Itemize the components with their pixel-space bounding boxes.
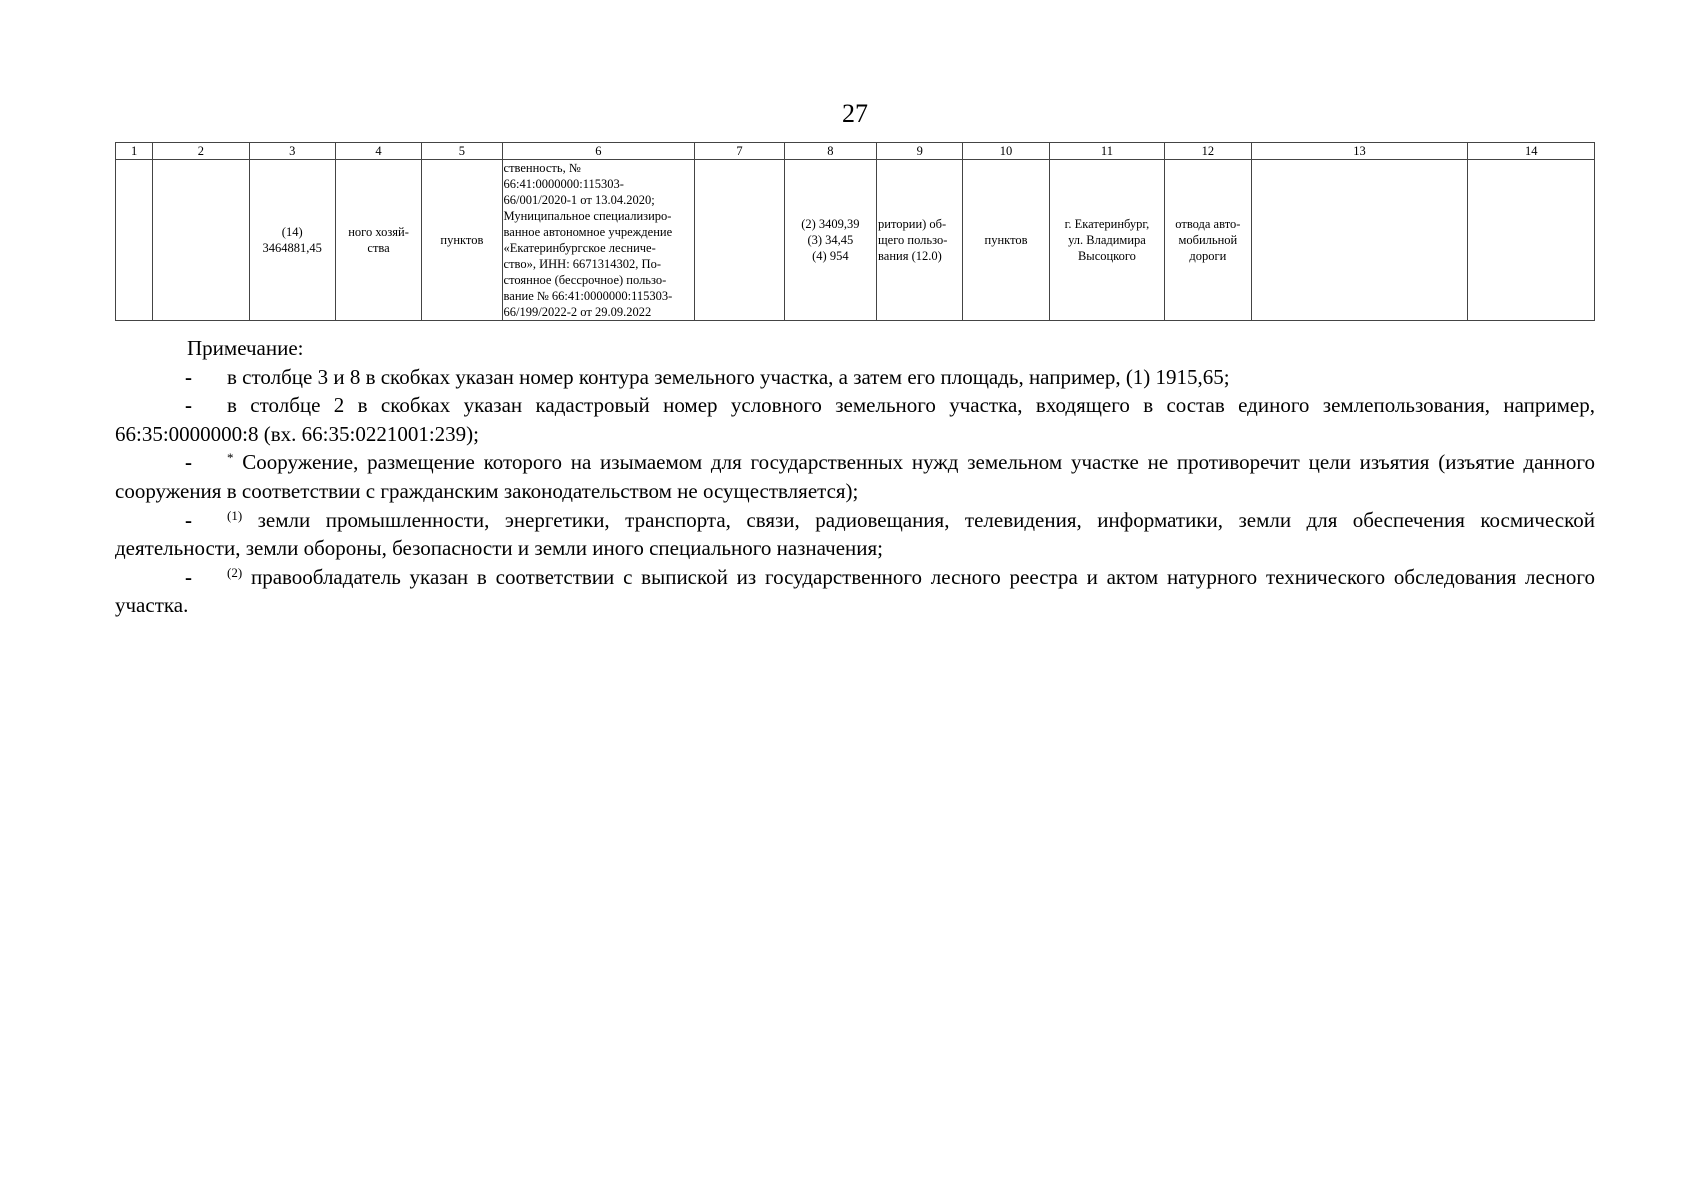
dash-marker: - — [185, 507, 192, 532]
cell-line: 66/001/2020-1 от 13.04.2020; — [503, 193, 655, 207]
table-cell — [1165, 160, 1251, 321]
cell-line: стоянное (бессрочное) пользо- — [503, 273, 667, 287]
table-cell — [335, 160, 421, 321]
cell-line: ного хозяй- — [348, 225, 409, 239]
cell-line: ственность, № — [503, 161, 581, 175]
table-cell — [1251, 160, 1468, 321]
column-header: 11 — [1049, 143, 1164, 160]
dash-marker: - — [185, 450, 192, 475]
cell-line: г. Екатеринбург, — [1064, 217, 1150, 231]
cell-line: (14) — [281, 225, 303, 239]
cell-line: ства — [367, 241, 390, 255]
column-header: 8 — [784, 143, 876, 160]
cell-line: Высоцкого — [1077, 249, 1136, 263]
footnote-marker: (2) — [227, 564, 243, 580]
column-header: 12 — [1165, 143, 1251, 160]
table-cell — [422, 160, 502, 321]
table-cell — [784, 160, 876, 321]
dash-marker: - — [185, 393, 192, 418]
page-number: 27 — [842, 99, 868, 128]
note-text: в столбце 2 в скобках указан кадастровый номер условного земельного участка, входящего в состав единого землепользования, например, 66:35:0000000:8 (вх. 66:35:0221001:239); — [115, 393, 1595, 446]
note-text: Сооружение, размещение которого на изымаемом для государственных нужд земельном участке не противоречит цели изъятия (изъятие данного сооружения в соответствии с гражданским законодательством не осуществляется); — [115, 450, 1595, 503]
cell-line: вания (12.0) — [878, 249, 942, 263]
land-table — [115, 142, 1595, 321]
column-header: 13 — [1251, 143, 1468, 160]
column-header: 9 — [877, 143, 963, 160]
cell-line: «Екатеринбургское лесниче- — [503, 241, 656, 255]
column-header: 1 — [116, 143, 153, 160]
cell-line: (2) 3409,39 — [801, 217, 860, 231]
cell-line: мобильной — [1178, 233, 1238, 247]
note-item — [115, 363, 1595, 392]
column-header: 6 — [502, 143, 695, 160]
column-header: 3 — [249, 143, 335, 160]
notes-section — [115, 334, 1595, 620]
cell-line: 66/199/2022-2 от 29.09.2022 — [503, 305, 652, 319]
column-header: 14 — [1468, 143, 1595, 160]
cell-line: отвода авто- — [1175, 217, 1241, 231]
cell-line: 66:41:0000000:115303- — [503, 177, 624, 191]
cell-line: (3) 34,45 — [807, 233, 854, 247]
cell-line: ул. Владимира — [1068, 233, 1146, 247]
table-cell — [116, 160, 153, 321]
column-header: 5 — [422, 143, 502, 160]
cell-line: (4) 954 — [812, 249, 849, 263]
cell-line: ритории) об- — [878, 217, 947, 231]
cell-line: 3464881,45 — [262, 241, 322, 255]
cell-line: ванное автономное учреждение — [503, 225, 673, 239]
note-text: правообладатель указан в соответствии с выпиской из государственного лесного реестра и актом натурного технического обследования лесного участка. — [115, 564, 1595, 618]
cell-line: ство», ИНН: 6671314302, По- — [503, 257, 661, 271]
note-item — [115, 506, 1595, 563]
table-cell — [695, 160, 784, 321]
note-item — [115, 448, 1595, 505]
dash-marker: - — [185, 564, 192, 589]
notes-title: Примечание: — [187, 336, 304, 360]
cell-line: щего пользо- — [878, 233, 948, 247]
table-cell — [1468, 160, 1595, 321]
cell-line: Муниципальное специализиро- — [503, 209, 672, 223]
footnote-marker: * — [227, 450, 234, 466]
table-cell — [153, 160, 249, 321]
table-cell — [1049, 160, 1164, 321]
dash-marker: - — [185, 364, 192, 389]
cell-line: пунктов — [984, 233, 1028, 247]
table-cell — [502, 160, 695, 321]
footnote-marker: (1) — [227, 507, 243, 523]
note-item — [115, 391, 1595, 448]
table-cell — [963, 160, 1049, 321]
note-text: в столбце 3 и 8 в скобках указан номер контура земельного участка, а затем его площадь, например, (1) 1915,65; — [227, 364, 1230, 389]
cell-line: вание № 66:41:0000000:115303- — [503, 289, 673, 303]
table-cell — [877, 160, 963, 321]
note-text: земли промышленности, энергетики, транспорта, связи, радиовещания, телевидения, информатики, земли для обеспечения космической деятельности, земли обороны, безопасности и земли иного специального назначения; — [115, 507, 1595, 561]
column-header: 4 — [335, 143, 421, 160]
table-row — [116, 160, 1595, 321]
table-cell — [249, 160, 335, 321]
column-header: 2 — [153, 143, 249, 160]
column-header: 7 — [695, 143, 784, 160]
note-item — [115, 563, 1595, 620]
cell-line: пунктов — [440, 233, 484, 247]
cell-line: дороги — [1189, 249, 1227, 263]
table-header-row — [116, 143, 1595, 160]
column-header: 10 — [963, 143, 1049, 160]
